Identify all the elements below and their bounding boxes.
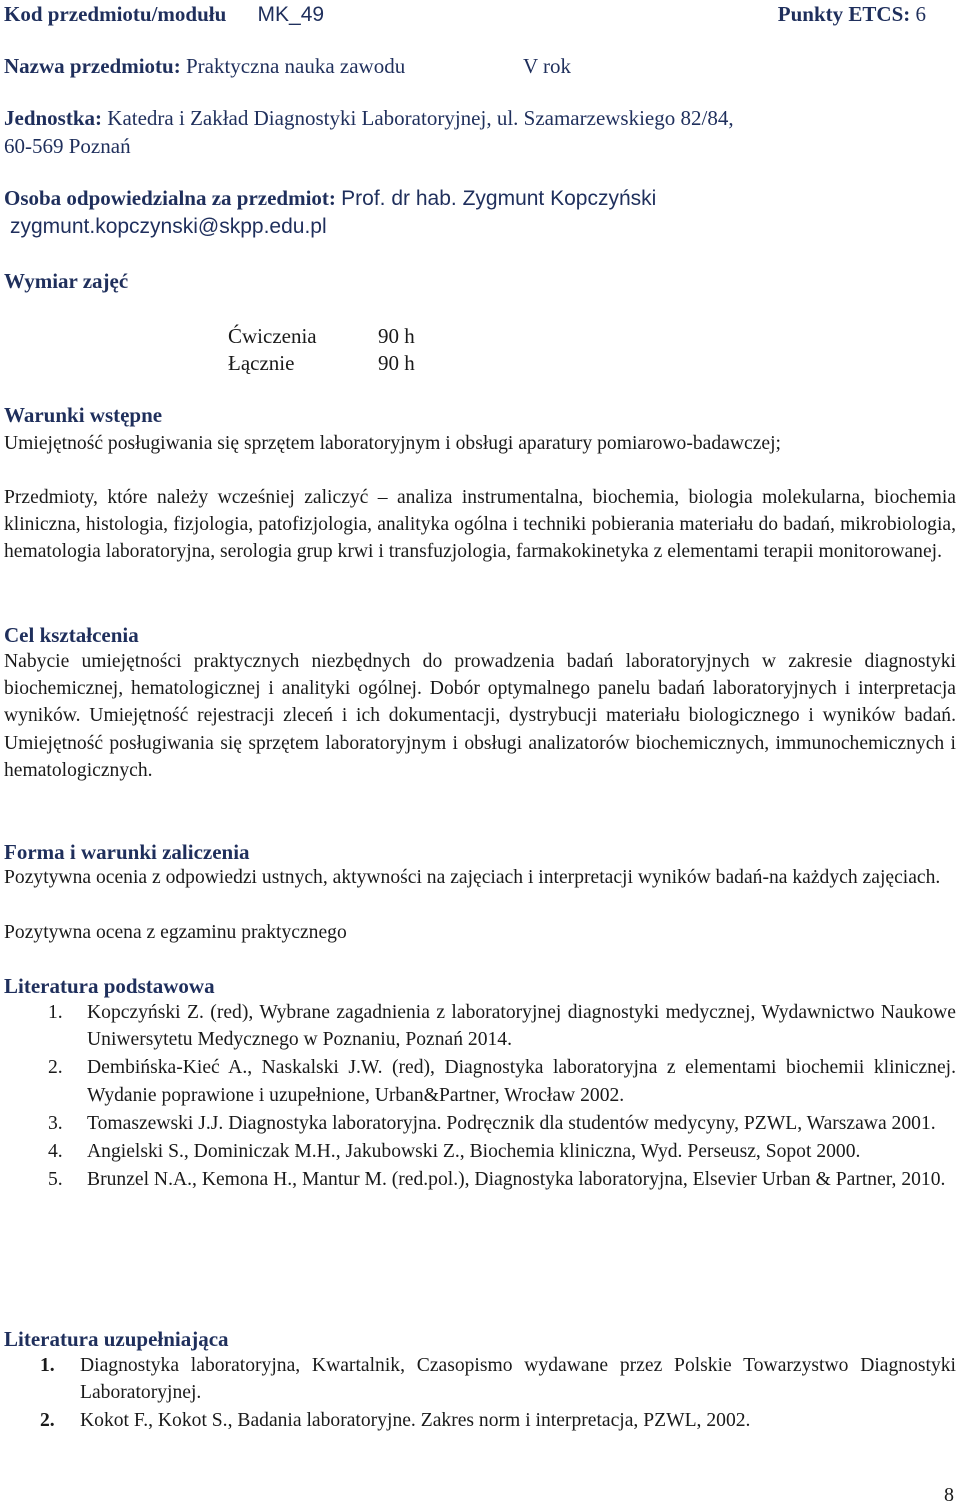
hours-total-label: Łącznie <box>228 351 295 375</box>
hours-total-value: 90 h <box>378 351 415 375</box>
list-item <box>0 1110 956 1137</box>
goal-heading: Cel kształcenia <box>4 623 139 647</box>
responsible-row <box>4 186 656 211</box>
assessment-line-1: Pozytywna ocenia z odpowiedzi ustnych, aktywności na zajęciach i interpretacji wyników badań-na każdych zajęciach. <box>4 867 941 888</box>
prerequisites-courses: Przedmioty, które należy wcześniej zaliczyć – analiza instrumentalna, biochemia, biologia molekularna, biochemia kliniczna, histologia, fizjologia, patofizjologia, analityka ogólna i techniki pobierania materiału do badań, mikrobiologia, hematologia laboratoryjna, serologia grup krwi i transfuzjologia, farmakokinetyka z elementami terapii monitorowanej. <box>4 487 956 563</box>
course-code-value: MK_49 <box>257 3 325 26</box>
course-code-label: Kod przedmiotu/modułu <box>4 2 227 26</box>
literature-extra-heading: Literatura uzupełniająca <box>4 1327 229 1351</box>
prerequisites-skills: Umiejętność posługiwania się sprzętem laboratoryjnym i obsługi aparatury pomiarowo-badawczej; <box>4 433 781 454</box>
list-item <box>0 1138 956 1165</box>
list-item-text: Kopczyński Z. (red), Wybrane zagadnienia z laboratoryjnej diagnostyki medycznej, Wydawnictwo Naukowe Uniwersytetu Medycznego w Poznaniu, Poznań 2014. <box>87 1002 956 1051</box>
list-item-number: 1. <box>40 1355 55 1376</box>
literature-basic-heading: Literatura podstawowa <box>4 974 215 998</box>
goal-text: Nabycie umiejętności praktycznych niezbędnych do prowadzenia badań laboratoryjnych w zakresie diagnostyki biochemicznej, hematologicznej i analityki ogólnej. Dobór optymalnego panelu badań laboratoryjnych i interpretacja wyników. Umiejętność rejestracji zleceń i ich dokumentacji, dystrybucji materiału biologicznego i wyników badań. Umiejętność posługiwania się sprzętem laboratoryjnym i obsługi analizatorów biochemicznych, immunochemicznych i hematologicznych. <box>4 651 956 781</box>
list-item-number: 1. <box>48 1002 63 1023</box>
responsible-label: Osoba odpowiedzialna za przedmiot: <box>4 186 336 210</box>
responsible-email: zygmunt.kopczynski@skpp.edu.pl <box>10 215 327 238</box>
list-item <box>0 1407 956 1434</box>
assessment-heading: Forma i warunki zaliczenia <box>4 840 250 864</box>
course-name-label: Nazwa przedmiotu: <box>4 54 181 78</box>
ects-label: Punkty ETCS: <box>777 2 911 26</box>
literature-extra-list <box>0 1352 956 1435</box>
literature-basic-list <box>0 999 956 1193</box>
unit-label: Jednostka: <box>4 106 103 130</box>
list-item <box>0 1054 956 1108</box>
list-item <box>0 999 956 1053</box>
responsible-value: Prof. dr hab. Zygmunt Kopczyński <box>341 187 657 210</box>
unit-address: 60-569 Poznań <box>4 134 131 158</box>
ects-value: 6 <box>915 2 926 26</box>
list-item-text: Diagnostyka laboratoryjna, Kwartalnik, Czasopismo wydawane przez Polskie Towarzystwo Diagnostyki Laboratoryjnej. <box>80 1355 956 1404</box>
list-item-text: Kokot F., Kokot S., Badania laboratoryjne. Zakres norm i interpretacja, PZWL, 2002. <box>80 1410 751 1432</box>
hours-heading: Wymiar zajęć <box>4 269 129 293</box>
list-item-text: Tomaszewski J.J. Diagnostyka laboratoryjna. Podręcznik dla studentów medycyny, PZWL, Warszawa 2001. <box>87 1112 936 1134</box>
unit-value: Katedra i Zakład Diagnostyki Laboratoryjnej, ul. Szamarzewskiego 82/84, <box>107 106 734 130</box>
hours-row-value: 90 h <box>378 324 415 348</box>
list-item <box>0 1352 956 1406</box>
course-name-row <box>4 54 405 78</box>
list-item <box>0 1166 956 1193</box>
page-number: 8 <box>944 1484 954 1506</box>
list-item-number: 2. <box>40 1410 55 1432</box>
list-item-number: 5. <box>48 1169 63 1191</box>
ects-row <box>778 2 926 26</box>
list-item-text: Brunzel N.A., Kemona H., Mantur M. (red.pol.), Diagnostyka laboratoryjna, Elsevier Urban & Partner, 2010. <box>87 1169 946 1191</box>
course-year: V rok <box>523 54 572 78</box>
list-item-text: Angielski S., Dominiczak M.H., Jakubowski Z., Biochemia kliniczna, Wyd. Perseusz, Sopot 2000. <box>87 1141 861 1163</box>
list-item-text: Dembińska-Kieć A., Naskalski J.W. (red), Diagnostyka laboratoryjna z elementami biochemii klinicznej. Wydanie poprawione i uzupełnione, Urban&Partner, Wrocław 2002. <box>87 1057 956 1106</box>
list-item-number: 4. <box>48 1141 63 1163</box>
course-name-value: Praktyczna nauka zawodu <box>185 54 406 78</box>
list-item-number: 3. <box>48 1112 63 1134</box>
list-item-number: 2. <box>48 1057 63 1079</box>
hours-row-label: Ćwiczenia <box>228 324 317 348</box>
unit-row <box>4 106 734 130</box>
assessment-line-2: Pozytywna ocena z egzaminu praktycznego <box>4 922 347 943</box>
prerequisites-heading: Warunki wstępne <box>4 403 163 427</box>
course-code-row <box>4 2 324 27</box>
